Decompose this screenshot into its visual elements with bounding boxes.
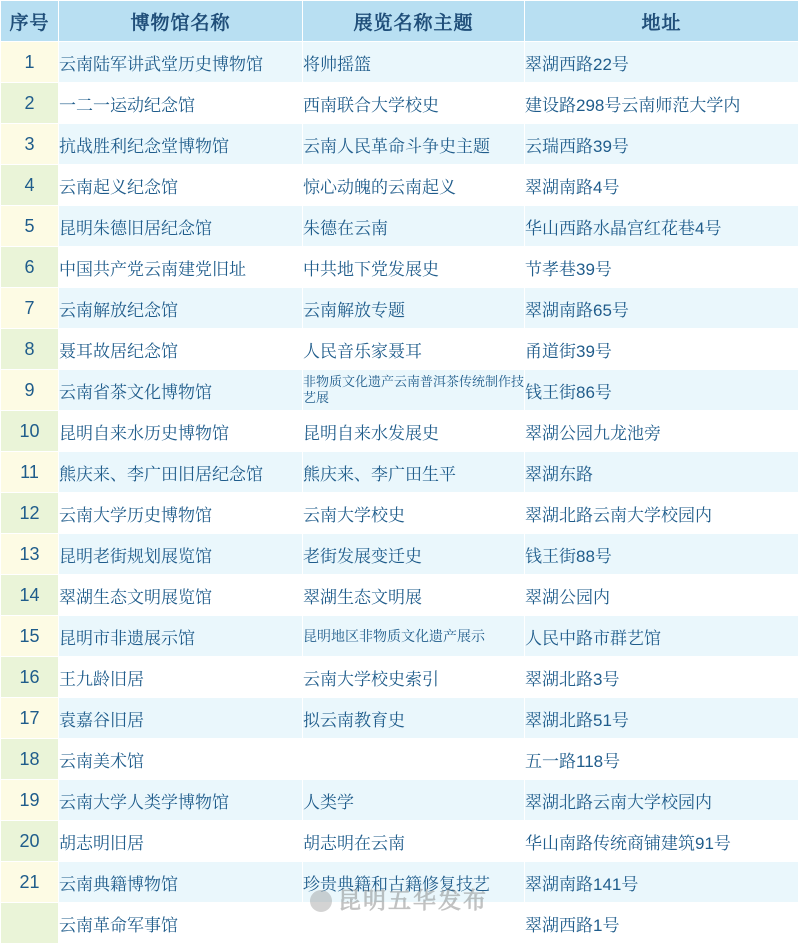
cell-exhibition-theme bbox=[303, 739, 525, 780]
cell-museum-name: 云南革命军事馆 bbox=[59, 903, 303, 944]
cell-exhibition-theme-text: 昆明地区非物质文化遗产展示 bbox=[303, 627, 524, 645]
cell-index: 8 bbox=[1, 329, 59, 370]
table-body bbox=[1, 42, 798, 944]
cell-index: 17 bbox=[1, 698, 59, 739]
watermark-text: 昆明五华发布 bbox=[338, 887, 488, 913]
cell-exhibition-theme bbox=[303, 370, 525, 411]
table-row bbox=[1, 534, 798, 575]
cell-exhibition-theme: 云南人民革命斗争史主题 bbox=[303, 124, 525, 165]
cell-index: 16 bbox=[1, 657, 59, 698]
cell-address: 翠湖南路4号 bbox=[525, 165, 798, 206]
cell-index: 12 bbox=[1, 493, 59, 534]
cell-index: 21 bbox=[1, 862, 59, 903]
table-header-row bbox=[1, 1, 798, 42]
cell-index: 13 bbox=[1, 534, 59, 575]
table-row bbox=[1, 42, 798, 83]
cell-exhibition-theme bbox=[303, 616, 525, 657]
cell-museum-name: 云南典籍博物馆 bbox=[59, 862, 303, 903]
table-row bbox=[1, 493, 798, 534]
table-row bbox=[1, 739, 798, 780]
cell-exhibition-theme: 云南大学校史索引 bbox=[303, 657, 525, 698]
column-header-exhibition-theme: 展览名称主题 bbox=[303, 1, 525, 42]
table-row bbox=[1, 903, 798, 944]
cell-museum-name: 昆明朱德旧居纪念馆 bbox=[59, 206, 303, 247]
cell-index: 15 bbox=[1, 616, 59, 657]
cell-museum-name: 云南美术馆 bbox=[59, 739, 303, 780]
cell-exhibition-theme bbox=[303, 903, 525, 944]
cell-exhibition-theme: 惊心动魄的云南起义 bbox=[303, 165, 525, 206]
cell-exhibition-theme: 云南解放专题 bbox=[303, 288, 525, 329]
cell-museum-name: 袁嘉谷旧居 bbox=[59, 698, 303, 739]
cell-address: 翠湖西路22号 bbox=[525, 42, 798, 83]
cell-museum-name: 翠湖生态文明展览馆 bbox=[59, 575, 303, 616]
table-row bbox=[1, 616, 798, 657]
cell-index: 9 bbox=[1, 370, 59, 411]
cell-address: 翠湖北路3号 bbox=[525, 657, 798, 698]
cell-museum-name: 云南大学历史博物馆 bbox=[59, 493, 303, 534]
table-row bbox=[1, 452, 798, 493]
table-row bbox=[1, 247, 798, 288]
table-row bbox=[1, 821, 798, 862]
table-header bbox=[1, 1, 798, 42]
cell-address: 翠湖东路 bbox=[525, 452, 798, 493]
cell-museum-name: 云南省茶文化博物馆 bbox=[59, 370, 303, 411]
cell-exhibition-theme: 朱德在云南 bbox=[303, 206, 525, 247]
cell-exhibition-theme: 人民音乐家聂耳 bbox=[303, 329, 525, 370]
cell-index: 1 bbox=[1, 42, 59, 83]
table-row bbox=[1, 780, 798, 821]
cell-index: 2 bbox=[1, 83, 59, 124]
cell-museum-name: 胡志明旧居 bbox=[59, 821, 303, 862]
table-row bbox=[1, 206, 798, 247]
cell-museum-name: 云南大学人类学博物馆 bbox=[59, 780, 303, 821]
cell-exhibition-theme: 中共地下党发展史 bbox=[303, 247, 525, 288]
cell-exhibition-theme: 人类学 bbox=[303, 780, 525, 821]
cell-address: 翠湖公园内 bbox=[525, 575, 798, 616]
cell-address: 钱王街86号 bbox=[525, 370, 798, 411]
cell-museum-name: 昆明自来水历史博物馆 bbox=[59, 411, 303, 452]
table-row bbox=[1, 370, 798, 411]
cell-index: 4 bbox=[1, 165, 59, 206]
cell-museum-name: 云南陆军讲武堂历史博物馆 bbox=[59, 42, 303, 83]
column-header-index: 序号 bbox=[1, 1, 59, 42]
cell-museum-name: 王九龄旧居 bbox=[59, 657, 303, 698]
cell-index: 3 bbox=[1, 124, 59, 165]
cell-address: 华山南路传统商铺建筑91号 bbox=[525, 821, 798, 862]
cell-address: 翠湖南路65号 bbox=[525, 288, 798, 329]
column-header-museum-name: 博物馆名称 bbox=[59, 1, 303, 42]
cell-exhibition-theme: 胡志明在云南 bbox=[303, 821, 525, 862]
cell-museum-name: 昆明市非遗展示馆 bbox=[59, 616, 303, 657]
cell-museum-name: 云南起义纪念馆 bbox=[59, 165, 303, 206]
cell-address: 钱王街88号 bbox=[525, 534, 798, 575]
table-row bbox=[1, 124, 798, 165]
table-row bbox=[1, 165, 798, 206]
cell-museum-name: 中国共产党云南建党旧址 bbox=[59, 247, 303, 288]
cell-exhibition-theme-text: 非物质文化遗产云南普洱茶传统制作技艺展 bbox=[303, 374, 524, 407]
cell-address: 翠湖公园九龙池旁 bbox=[525, 411, 798, 452]
cell-index: 10 bbox=[1, 411, 59, 452]
cell-museum-name: 熊庆来、李广田旧居纪念馆 bbox=[59, 452, 303, 493]
cell-exhibition-theme: 老街发展变迁史 bbox=[303, 534, 525, 575]
cell-index: 7 bbox=[1, 288, 59, 329]
cell-museum-name: 云南解放纪念馆 bbox=[59, 288, 303, 329]
table-row bbox=[1, 698, 798, 739]
cell-address: 翠湖北路51号 bbox=[525, 698, 798, 739]
cell-address: 翠湖北路云南大学校园内 bbox=[525, 493, 798, 534]
cell-address: 翠湖北路云南大学校园内 bbox=[525, 780, 798, 821]
cell-index: 18 bbox=[1, 739, 59, 780]
cell-exhibition-theme: 云南大学校史 bbox=[303, 493, 525, 534]
cell-index: 20 bbox=[1, 821, 59, 862]
cell-exhibition-theme: 昆明自来水发展史 bbox=[303, 411, 525, 452]
cell-museum-name: 一二一运动纪念馆 bbox=[59, 83, 303, 124]
cell-address: 翠湖南路141号 bbox=[525, 862, 798, 903]
table-row bbox=[1, 329, 798, 370]
table-row bbox=[1, 657, 798, 698]
cell-exhibition-theme: 翠湖生态文明展 bbox=[303, 575, 525, 616]
cell-index: 11 bbox=[1, 452, 59, 493]
cell-address: 云瑞西路39号 bbox=[525, 124, 798, 165]
cell-museum-name: 聂耳故居纪念馆 bbox=[59, 329, 303, 370]
cell-index bbox=[1, 903, 59, 944]
cell-index: 6 bbox=[1, 247, 59, 288]
cell-address: 华山西路水晶宫红花巷4号 bbox=[525, 206, 798, 247]
column-header-address: 地址 bbox=[525, 1, 798, 42]
cell-museum-name: 抗战胜利纪念堂博物馆 bbox=[59, 124, 303, 165]
cell-address: 翠湖西路1号 bbox=[525, 903, 798, 944]
cell-exhibition-theme: 将帅摇篮 bbox=[303, 42, 525, 83]
cell-address: 人民中路市群艺馆 bbox=[525, 616, 798, 657]
table-row bbox=[1, 862, 798, 903]
cell-address: 节孝巷39号 bbox=[525, 247, 798, 288]
cell-museum-name: 昆明老街规划展览馆 bbox=[59, 534, 303, 575]
cell-index: 5 bbox=[1, 206, 59, 247]
cell-index: 19 bbox=[1, 780, 59, 821]
cell-address: 甬道街39号 bbox=[525, 329, 798, 370]
cell-exhibition-theme: 拟云南教育史 bbox=[303, 698, 525, 739]
table-row bbox=[1, 288, 798, 329]
cell-index: 14 bbox=[1, 575, 59, 616]
cell-exhibition-theme: 西南联合大学校史 bbox=[303, 83, 525, 124]
table-row bbox=[1, 83, 798, 124]
cell-exhibition-theme: 熊庆来、李广田生平 bbox=[303, 452, 525, 493]
cell-address: 建设路298号云南师范大学内 bbox=[525, 83, 798, 124]
table-row bbox=[1, 575, 798, 616]
cell-address: 五一路118号 bbox=[525, 739, 798, 780]
table-row bbox=[1, 411, 798, 452]
cell-exhibition-theme: 珍贵典籍和古籍修复技艺 bbox=[303, 862, 525, 903]
